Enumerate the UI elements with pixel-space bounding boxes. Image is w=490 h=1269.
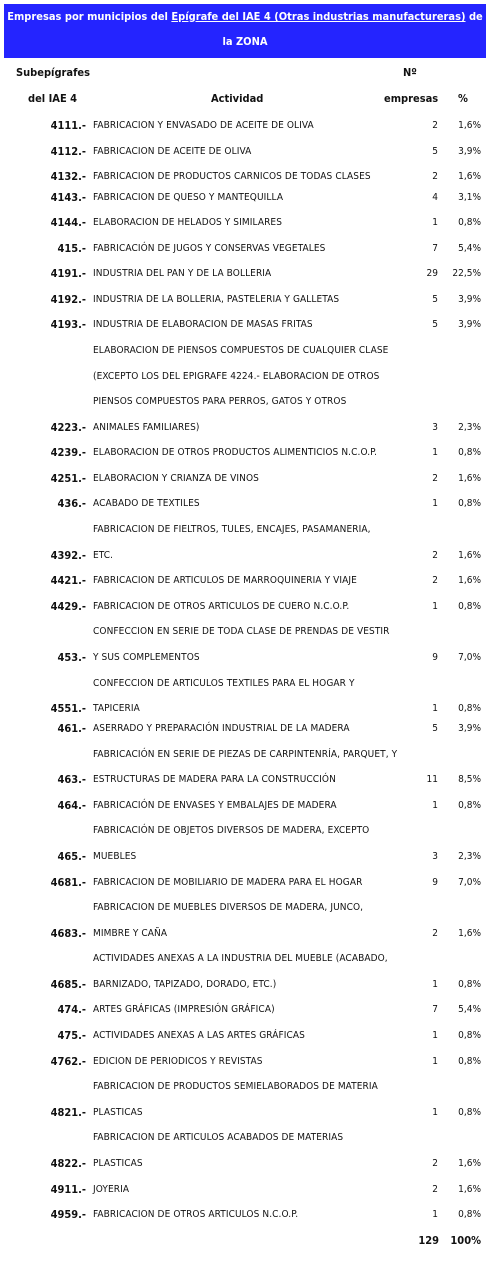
table-row bbox=[0, 1156, 490, 1172]
row-activity: ELABORACION Y CRIANZA DE VINOS bbox=[93, 473, 259, 484]
row-activity: MUEBLES bbox=[93, 851, 137, 862]
row-count: 5 bbox=[432, 294, 438, 305]
table-row bbox=[0, 701, 490, 717]
row-activity: (EXCEPTO LOS DEL EPIGRAFE 4224.- ELABORACION DE OTROS bbox=[93, 371, 380, 382]
row-activity: INDUSTRIA DE ELABORACION DE MASAS FRITAS bbox=[93, 319, 313, 330]
table-row bbox=[0, 900, 490, 916]
row-code: 474.- bbox=[57, 1003, 86, 1016]
header-subepigrafes: Subepígrafes bbox=[16, 66, 90, 79]
row-code: 4191.- bbox=[50, 267, 86, 280]
row-count: 2 bbox=[432, 171, 438, 182]
row-count: 1 bbox=[432, 703, 438, 714]
row-code: 4112.- bbox=[50, 145, 86, 158]
row-activity: ARTES GRÁFICAS (IMPRESIÓN GRÁFICA) bbox=[93, 1004, 275, 1015]
row-percent: 5,4% bbox=[458, 243, 481, 254]
header-num: Nº bbox=[403, 66, 417, 79]
row-count: 9 bbox=[432, 652, 438, 663]
row-percent: 8,5% bbox=[458, 774, 481, 785]
row-count: 1 bbox=[432, 1209, 438, 1220]
row-activity: FABRICACION DE QUESO Y MANTEQUILLA bbox=[93, 192, 284, 203]
table-row bbox=[0, 849, 490, 865]
row-count: 1 bbox=[432, 1056, 438, 1067]
table-row bbox=[0, 721, 490, 737]
table-row bbox=[0, 599, 490, 615]
row-activity: EDICION DE PERIODICOS Y REVISTAS bbox=[93, 1056, 263, 1067]
row-code: 463.- bbox=[57, 773, 86, 786]
row-percent: 3,1% bbox=[458, 192, 481, 203]
row-code: 4681.- bbox=[50, 876, 86, 889]
title-line-1 bbox=[4, 4, 486, 54]
table-row bbox=[0, 650, 490, 666]
row-code: 453.- bbox=[57, 651, 86, 664]
table-row bbox=[0, 394, 490, 410]
row-code: 4762.- bbox=[50, 1055, 86, 1068]
row-code: 436.- bbox=[57, 497, 86, 510]
row-code: 4193.- bbox=[50, 318, 86, 331]
row-count: 3 bbox=[432, 422, 438, 433]
row-code: 4143.- bbox=[50, 191, 86, 204]
row-percent: 0,8% bbox=[458, 1107, 481, 1118]
row-code: 461.- bbox=[57, 722, 86, 735]
table-row bbox=[0, 747, 490, 763]
row-percent: 7,0% bbox=[458, 877, 481, 888]
table-row bbox=[0, 1002, 490, 1018]
row-count: 9 bbox=[432, 877, 438, 888]
row-activity: FABRICACION DE OTROS ARTICULOS DE CUERO N.C.O.P. bbox=[93, 601, 350, 612]
row-percent: 3,9% bbox=[458, 723, 481, 734]
row-activity: TAPICERIA bbox=[93, 703, 140, 714]
row-count: 1 bbox=[432, 979, 438, 990]
row-activity: ACTIVIDADES ANEXAS A LAS ARTES GRÁFICAS bbox=[93, 1030, 305, 1041]
row-count: 29 bbox=[426, 268, 438, 279]
row-activity: ACTIVIDADES ANEXAS A LA INDUSTRIA DEL MUEBLE (ACABADO, bbox=[93, 953, 388, 964]
row-code: 4911.- bbox=[50, 1183, 86, 1196]
table-row bbox=[0, 496, 490, 512]
row-code: 4429.- bbox=[50, 600, 86, 613]
row-activity: FABRICACION DE MUEBLES DIVERSOS DE MADERA, JUNCO, bbox=[93, 902, 364, 913]
table-row bbox=[0, 548, 490, 564]
row-code: 4685.- bbox=[50, 978, 86, 991]
row-percent: 0,8% bbox=[458, 800, 481, 811]
title-prefix: Empresas por municipios del bbox=[7, 10, 172, 23]
row-count: 3 bbox=[432, 851, 438, 862]
row-code: 4111.- bbox=[50, 119, 86, 132]
table-row bbox=[0, 215, 490, 231]
table-row bbox=[0, 676, 490, 692]
row-activity: FABRICACIÓN DE OBJETOS DIVERSOS DE MADERA, EXCEPTO bbox=[93, 825, 370, 836]
row-activity: MIMBRE Y CAÑA bbox=[93, 928, 168, 939]
header-actividad: Actividad bbox=[211, 92, 264, 105]
row-code: 4132.- bbox=[50, 170, 86, 183]
row-count: 2 bbox=[432, 928, 438, 939]
row-count: 2 bbox=[432, 550, 438, 561]
row-count: 7 bbox=[432, 1004, 438, 1015]
row-code: 415.- bbox=[57, 242, 86, 255]
table-row bbox=[0, 144, 490, 160]
table-row bbox=[0, 1130, 490, 1146]
row-percent: 0,8% bbox=[458, 1056, 481, 1067]
row-percent: 1,6% bbox=[458, 473, 481, 484]
table-row bbox=[0, 1079, 490, 1095]
row-percent: 1,6% bbox=[458, 575, 481, 586]
table-row bbox=[0, 471, 490, 487]
row-activity: ELABORACION DE PIENSOS COMPUESTOS DE CUALQUIER CLASE bbox=[93, 345, 389, 356]
row-percent: 0,8% bbox=[458, 703, 481, 714]
row-percent: 0,8% bbox=[458, 447, 481, 458]
row-percent: 3,9% bbox=[458, 294, 481, 305]
row-code: 4551.- bbox=[50, 702, 86, 715]
row-code: 464.- bbox=[57, 799, 86, 812]
row-activity: ETC. bbox=[93, 550, 114, 561]
row-activity: FABRICACION DE ARTICULOS ACABADOS DE MATERIAS bbox=[93, 1132, 344, 1143]
row-activity: FABRICACION DE OTROS ARTICULOS N.C.O.P. bbox=[93, 1209, 299, 1220]
row-count: 5 bbox=[432, 146, 438, 157]
row-code: 475.- bbox=[57, 1029, 86, 1042]
row-count: 1 bbox=[432, 1107, 438, 1118]
table-row bbox=[0, 445, 490, 461]
row-percent: 3,9% bbox=[458, 146, 481, 157]
row-percent: 7,0% bbox=[458, 652, 481, 663]
row-code: 4959.- bbox=[50, 1208, 86, 1221]
row-code: 4144.- bbox=[50, 216, 86, 229]
table-row bbox=[0, 798, 490, 814]
row-percent: 1,6% bbox=[458, 120, 481, 131]
table-row bbox=[0, 420, 490, 436]
row-percent: 1,6% bbox=[458, 928, 481, 939]
row-percent: 5,4% bbox=[458, 1004, 481, 1015]
title-suffix: de la ZONA bbox=[222, 10, 483, 48]
row-code: 4223.- bbox=[50, 421, 86, 434]
row-activity: ELABORACION DE HELADOS Y SIMILARES bbox=[93, 217, 283, 228]
table-row bbox=[0, 624, 490, 640]
row-activity: FABRICACIÓN DE ENVASES Y EMBALAJES DE MADERA bbox=[93, 800, 337, 811]
row-percent: 0,8% bbox=[458, 1209, 481, 1220]
table-row bbox=[0, 951, 490, 967]
table-row bbox=[0, 343, 490, 359]
row-code: 4421.- bbox=[50, 574, 86, 587]
table-row bbox=[0, 772, 490, 788]
row-count: 2 bbox=[432, 473, 438, 484]
row-count: 2 bbox=[432, 1184, 438, 1195]
row-percent: 2,3% bbox=[458, 422, 481, 433]
row-percent: 1,6% bbox=[458, 550, 481, 561]
total-count: 129 bbox=[418, 1234, 439, 1247]
row-count: 2 bbox=[432, 1158, 438, 1169]
table-row bbox=[0, 292, 490, 308]
row-percent: 2,3% bbox=[458, 851, 481, 862]
row-count: 1 bbox=[432, 217, 438, 228]
row-count: 2 bbox=[432, 575, 438, 586]
row-activity: FABRICACION Y ENVASADO DE ACEITE DE OLIVA bbox=[93, 120, 314, 131]
row-count: 5 bbox=[432, 723, 438, 734]
row-count: 1 bbox=[432, 800, 438, 811]
row-count: 4 bbox=[432, 192, 438, 203]
row-activity: ANIMALES FAMILIARES) bbox=[93, 422, 200, 433]
row-code: 4822.- bbox=[50, 1157, 86, 1170]
table-row bbox=[0, 522, 490, 538]
row-percent: 0,8% bbox=[458, 979, 481, 990]
total-pct: 100% bbox=[450, 1234, 481, 1247]
row-activity: CONFECCION DE ARTICULOS TEXTILES PARA EL HOGAR Y bbox=[93, 678, 355, 689]
row-code: 4251.- bbox=[50, 472, 86, 485]
table-row bbox=[0, 1207, 490, 1223]
header-del-iae: del IAE 4 bbox=[28, 92, 78, 105]
row-activity: ACABADO DE TEXTILES bbox=[93, 498, 200, 509]
row-activity: FABRICACION DE FIELTROS, TULES, ENCAJES, PASAMANERIA, bbox=[93, 524, 371, 535]
row-activity: ESTRUCTURAS DE MADERA PARA LA CONSTRUCCIÓN bbox=[93, 774, 336, 785]
table-row bbox=[0, 573, 490, 589]
row-percent: 0,8% bbox=[458, 601, 481, 612]
row-percent: 0,8% bbox=[458, 1030, 481, 1041]
row-percent: 1,6% bbox=[458, 1158, 481, 1169]
table-row bbox=[0, 1054, 490, 1070]
row-activity: FABRICACION DE PRODUCTOS CARNICOS DE TODAS CLASES bbox=[93, 171, 371, 182]
row-count: 5 bbox=[432, 319, 438, 330]
row-activity: FABRICACION DE ACEITE DE OLIVA bbox=[93, 146, 252, 157]
row-percent: 0,8% bbox=[458, 217, 481, 228]
row-count: 2 bbox=[432, 120, 438, 131]
row-percent: 22,5% bbox=[452, 268, 481, 279]
row-percent: 1,6% bbox=[458, 1184, 481, 1195]
row-activity: BARNIZADO, TAPIZADO, DORADO, ETC.) bbox=[93, 979, 277, 990]
row-code: 4192.- bbox=[50, 293, 86, 306]
row-activity: Y SUS COMPLEMENTOS bbox=[93, 652, 200, 663]
row-percent: 3,9% bbox=[458, 319, 481, 330]
row-activity: INDUSTRIA DEL PAN Y DE LA BOLLERIA bbox=[93, 268, 272, 279]
row-count: 1 bbox=[432, 447, 438, 458]
epigrafe-link[interactable]: Epígrafe del IAE 4 (Otras industrias manufactureras) bbox=[171, 10, 466, 23]
row-activity: ASERRADO Y PREPARACIÓN INDUSTRIAL DE LA MADERA bbox=[93, 723, 350, 734]
row-count: 11 bbox=[426, 774, 438, 785]
row-activity: JOYERIA bbox=[93, 1184, 130, 1195]
header-pct: % bbox=[458, 92, 468, 105]
row-activity: FABRICACION DE MOBILIARIO DE MADERA PARA EL HOGAR bbox=[93, 877, 363, 888]
row-activity: INDUSTRIA DE LA BOLLERIA, PASTELERIA Y GALLETAS bbox=[93, 294, 340, 305]
row-activity: CONFECCION EN SERIE DE TODA CLASE DE PRENDAS DE VESTIR bbox=[93, 626, 390, 637]
row-count: 1 bbox=[432, 1030, 438, 1041]
table-row bbox=[0, 823, 490, 839]
table-row bbox=[0, 977, 490, 993]
table-row bbox=[0, 926, 490, 942]
table-row bbox=[0, 241, 490, 257]
row-code: 465.- bbox=[57, 850, 86, 863]
row-activity: PIENSOS COMPUESTOS PARA PERROS, GATOS Y OTROS bbox=[93, 396, 347, 407]
row-count: 1 bbox=[432, 498, 438, 509]
table-row bbox=[0, 317, 490, 333]
row-code: 4821.- bbox=[50, 1106, 86, 1119]
row-count: 7 bbox=[432, 243, 438, 254]
row-count: 1 bbox=[432, 601, 438, 612]
table-row bbox=[0, 1028, 490, 1044]
header-empresas: empresas bbox=[384, 92, 439, 105]
table-row bbox=[0, 118, 490, 134]
table-row bbox=[0, 369, 490, 385]
row-activity: FABRICACION DE ARTICULOS DE MARROQUINERIA Y VIAJE bbox=[93, 575, 357, 586]
row-activity: FABRICACIÓN DE JUGOS Y CONSERVAS VEGETALES bbox=[93, 243, 326, 254]
table-row bbox=[0, 1182, 490, 1198]
title-line-2: DE INTERVENCIÓN DEL GAL CEDER VALLE DEL TIÉTAR bbox=[96, 60, 394, 73]
row-code: 4683.- bbox=[50, 927, 86, 940]
table-row bbox=[0, 190, 490, 206]
row-activity: ELABORACION DE OTROS PRODUCTOS ALIMENTICIOS N.C.O.P. bbox=[93, 447, 378, 458]
row-code: 4392.- bbox=[50, 549, 86, 562]
table-row bbox=[0, 1105, 490, 1121]
table-row bbox=[0, 266, 490, 282]
row-percent: 0,8% bbox=[458, 498, 481, 509]
row-code: 4239.- bbox=[50, 446, 86, 459]
table-row bbox=[0, 875, 490, 891]
row-activity: PLASTICAS bbox=[93, 1158, 143, 1169]
row-activity: FABRICACION DE PRODUCTOS SEMIELABORADOS DE MATERIA bbox=[93, 1081, 378, 1092]
row-activity: FABRICACIÓN EN SERIE DE PIEZAS DE CARPINTENRÍA, PARQUET, Y bbox=[93, 749, 398, 760]
table-row bbox=[0, 169, 490, 185]
row-activity: PLASTICAS bbox=[93, 1107, 143, 1118]
row-percent: 1,6% bbox=[458, 171, 481, 182]
